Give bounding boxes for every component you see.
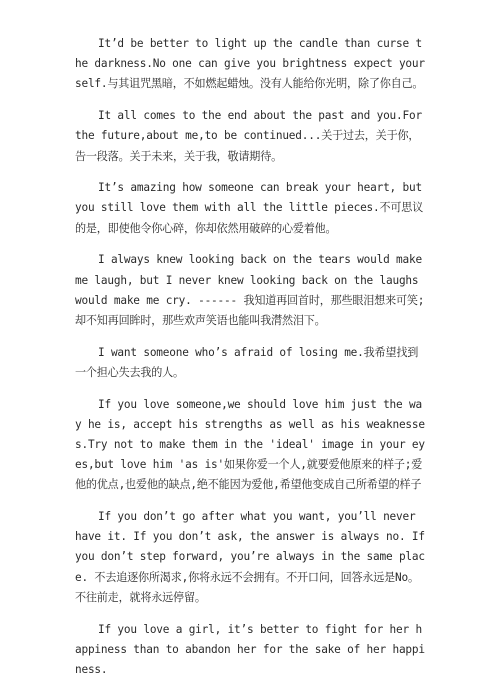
paragraph-love-as-is: If you love someone,we should love him just the way he is, accept his strengths as well as his weaknesses.Try not to make them in the 'ideal' image in your eyes,but love him 'as is'如果你爱一个人,就要爱他原来的样子;爱他的优点,也爱他的缺点,绝不能因为爱他,希望他变成自己所希望的样子 bbox=[75, 397, 425, 492]
paragraph-broken-heart: It’s amazing how someone can break your heart, but you still love them with all the little pieces.不可思议的是，即使他令你心碎，你却依然用破碎的心爱着他。 bbox=[75, 181, 424, 235]
paragraph-fight-for-happiness: If you love a girl, it’s better to fight for her happiness than to abandon her for the sake of her happiness. bbox=[75, 622, 425, 676]
paragraph-afraid-of-losing: I want someone who’s afraid of losing me.我希望找到一个担心失去我的人。 bbox=[75, 345, 419, 379]
paragraph-candle: It’d be better to light up the candle than curse the darkness.No one can give you brightness expect yourself.与其诅咒黑暗，不如燃起蜡烛。没有人能给你光明，除了你自己。 bbox=[75, 37, 425, 91]
paragraph-go-after-what-you-want: If you don’t go after what you want, you’ll never have it. If you don’t ask, the answer is always no. If you don’t step forward, you’re always in the same place. 不去追逐你所渴求,你将永远不会拥有。不开口问，回答永远是No。不往前走，就将永远停留。 bbox=[75, 510, 425, 604]
paragraph-past-and-future: It all comes to the end about the past and you.For the future,about me,to be continued...关于过去，关于你，告一段落。关于未来，关于我，敬请期待。 bbox=[75, 109, 422, 163]
paragraph-tears-and-laughs: I always knew looking back on the tears would make me laugh, but I never knew looking back on the laughs would make me cry. ------ 我知道再回首时，那些眼泪想来可笑;却不知再回眸时，那些欢声笑语也能叫我潸然泪下。 bbox=[75, 253, 425, 327]
document-page bbox=[75, 34, 425, 692]
